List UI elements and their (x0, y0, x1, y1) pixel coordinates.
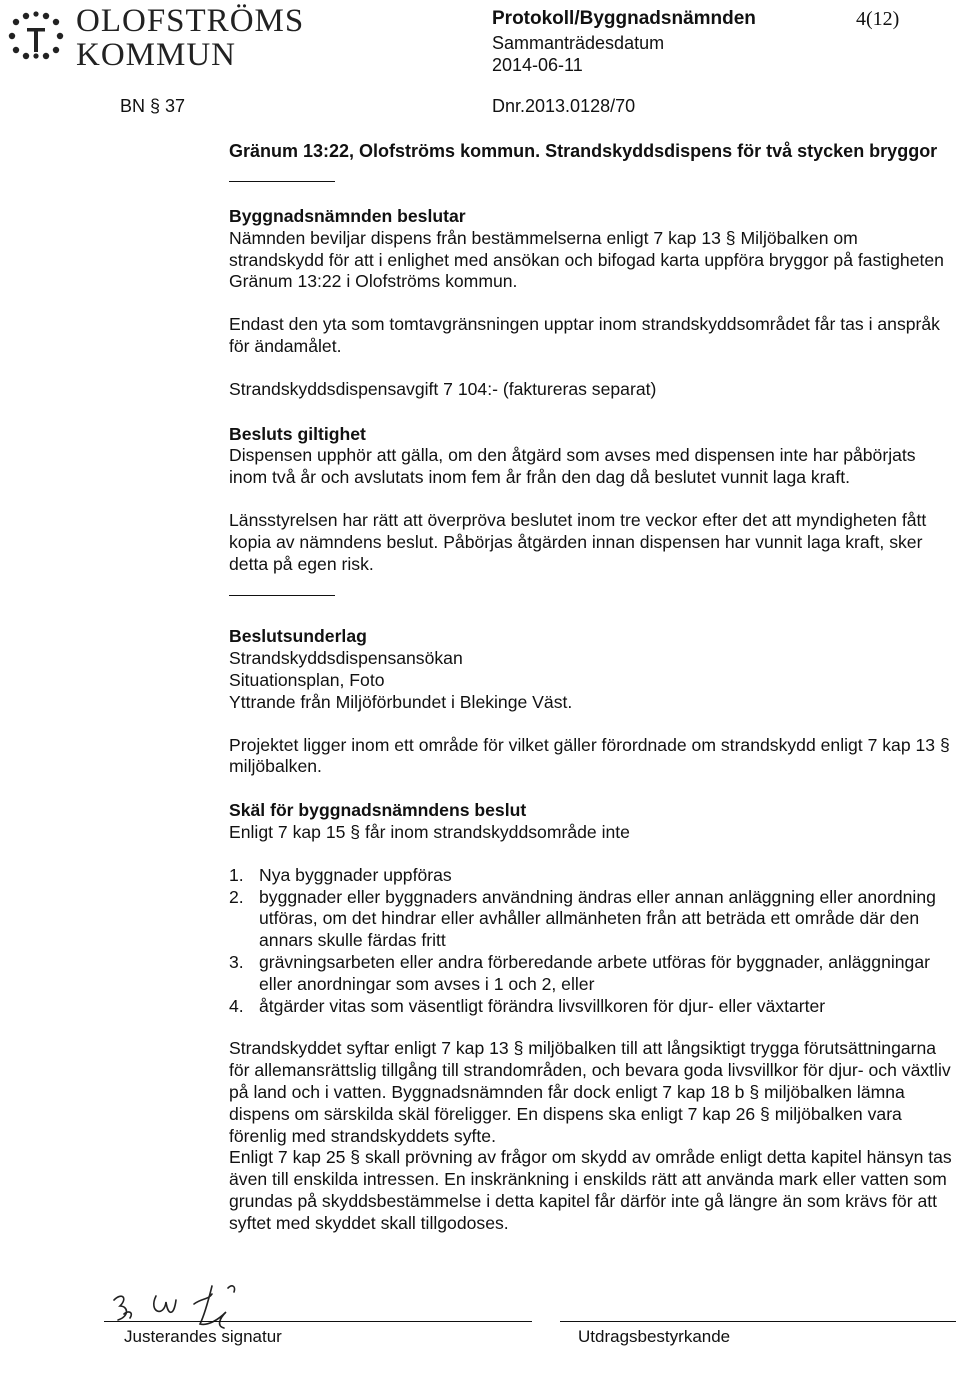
list-number: 1. (229, 864, 244, 885)
list-item (229, 952, 957, 996)
list-number: 2. (229, 886, 244, 907)
logo-text-line2: KOMMUN (76, 37, 237, 73)
basis-heading: Beslutsunderlag (229, 626, 367, 647)
reasons-text-1: Strandskyddet syftar enligt 7 kap 13 § miljöbalken till att långsiktigt trygga förutsättningarna för allemansrättslig tillgång till strandområden, och bevara goda livsvillkor för djur- och växtliv på land och i vatten. Byggnadsnämnden får dock enligt 7 kap 18 b § miljöbalken lämna dispens om särskilda skäl föreligger. En dispens ska enligt 7 kap 26 § miljöbalken vara förenlig med strandskyddets syfte. (229, 1038, 951, 1146)
document-body (229, 140, 957, 1234)
meeting-date: 2014-06-11 (492, 55, 583, 75)
decision-heading: Byggnadsnämnden beslutar (229, 206, 466, 226)
logo-emblem-icon (6, 6, 66, 66)
list-item (229, 887, 957, 952)
basis-item: Situationsplan, Foto (229, 669, 385, 690)
reasons-intro: Enligt 7 kap 15 § får inom strandskyddsområde inte (229, 821, 630, 842)
divider (229, 181, 335, 182)
reasons-heading: Skäl för byggnadsnämndens beslut (229, 800, 527, 821)
list-item (229, 996, 957, 1018)
decision-fee: Strandskyddsdispensavgift 7 104:- (faktureras separat) (229, 378, 657, 399)
signature-line-left (104, 1321, 532, 1322)
handwritten-initials (108, 1282, 268, 1332)
validity-text-1: Dispensen upphör att gälla, om den åtgärd som avses med dispensen inte har påbörjats inom två år och avslutats inom fem år från den dag då beslutet vunnit laga kraft. (229, 445, 916, 488)
list-number: 4. (229, 995, 244, 1016)
document-title: Protokoll/Byggnadsnämnden (492, 8, 756, 29)
basis-item: Yttrande från Miljöförbundet i Blekinge Väst. (229, 691, 573, 712)
decision-text-2: Endast den yta som tomtavgränsningen upptar inom strandskyddsområdet får tas i anspråk för ändamålet. (229, 314, 940, 356)
validity-text-2: Länsstyrelsen har rätt att överpröva beslutet inom tre veckor efter det att myndigheten fått kopia av nämndens beslut. Påbörjas åtgärden innan dispensen har vunnit laga kraft, sker detta på egen risk. (229, 509, 927, 574)
list-text: åtgärder vitas som väsentligt förändra livsvillkoren för djur- eller växtarter (259, 995, 826, 1016)
logo-text-line1: OLOFSTRÖMS (76, 3, 305, 39)
page-number: 4(12) (856, 8, 900, 30)
project-text: Projektet ligger inom ett område för vilket gäller förordnade om strandskydd enligt 7 kap 13 § miljöbalken. (229, 734, 950, 777)
list-number: 3. (229, 951, 244, 972)
list-text: byggnader eller byggnaders användning ändras eller annan anläggning eller anordning utföras, om det hindrar eller avhåller allmänheten från att beträda ett område där den annars skulle färdas fritt (259, 886, 936, 951)
section-number: BN § 37 (120, 96, 186, 116)
decision-text-1: Nämnden beviljar dispens från bestämmelserna enligt 7 kap 13 § Miljöbalken om strandskydd för att i enlighet med ansökan och bifogad karta uppföra bryggor på fastigheten Gränum 13:22 i Olofströms kommun. (229, 227, 944, 292)
restrictions-list (229, 865, 957, 1018)
validity-heading: Besluts giltighet (229, 423, 366, 444)
signature-label-left: Justerandes signatur (124, 1327, 282, 1346)
signature-label-right: Utdragsbestyrkande (578, 1327, 731, 1346)
case-title: Gränum 13:22, Olofströms kommun. Strandskyddsdispens för två stycken bryggor (229, 141, 938, 161)
signature-line-right (560, 1321, 956, 1322)
divider (229, 595, 335, 596)
reasons-text-2: Enligt 7 kap 25 § skall prövning av frågor om skydd av område enligt detta kapitel hänsyn tas även till enskilda intressen. En inskränkning i enskilds rätt att använda mark eller vatten som grundas på skyddsbestämmelse i detta kapitel får därför inte gå längre än som krävs för att syftet med skyddet skall tillgodoses. (229, 1147, 952, 1233)
municipality-logo (6, 0, 426, 80)
basis-item: Strandskyddsdispensansökan (229, 648, 463, 669)
meeting-date-label: Sammanträdesdatum (492, 33, 665, 53)
case-number: Dnr.2013.0128/70 (492, 96, 636, 116)
list-item (229, 865, 957, 887)
list-text: Nya byggnader uppföras (259, 864, 452, 885)
list-text: grävningsarbeten eller andra förberedande arbete utföras för byggnader, anläggningar eller anordningar som avses i 1 och 2, eller (259, 951, 930, 994)
